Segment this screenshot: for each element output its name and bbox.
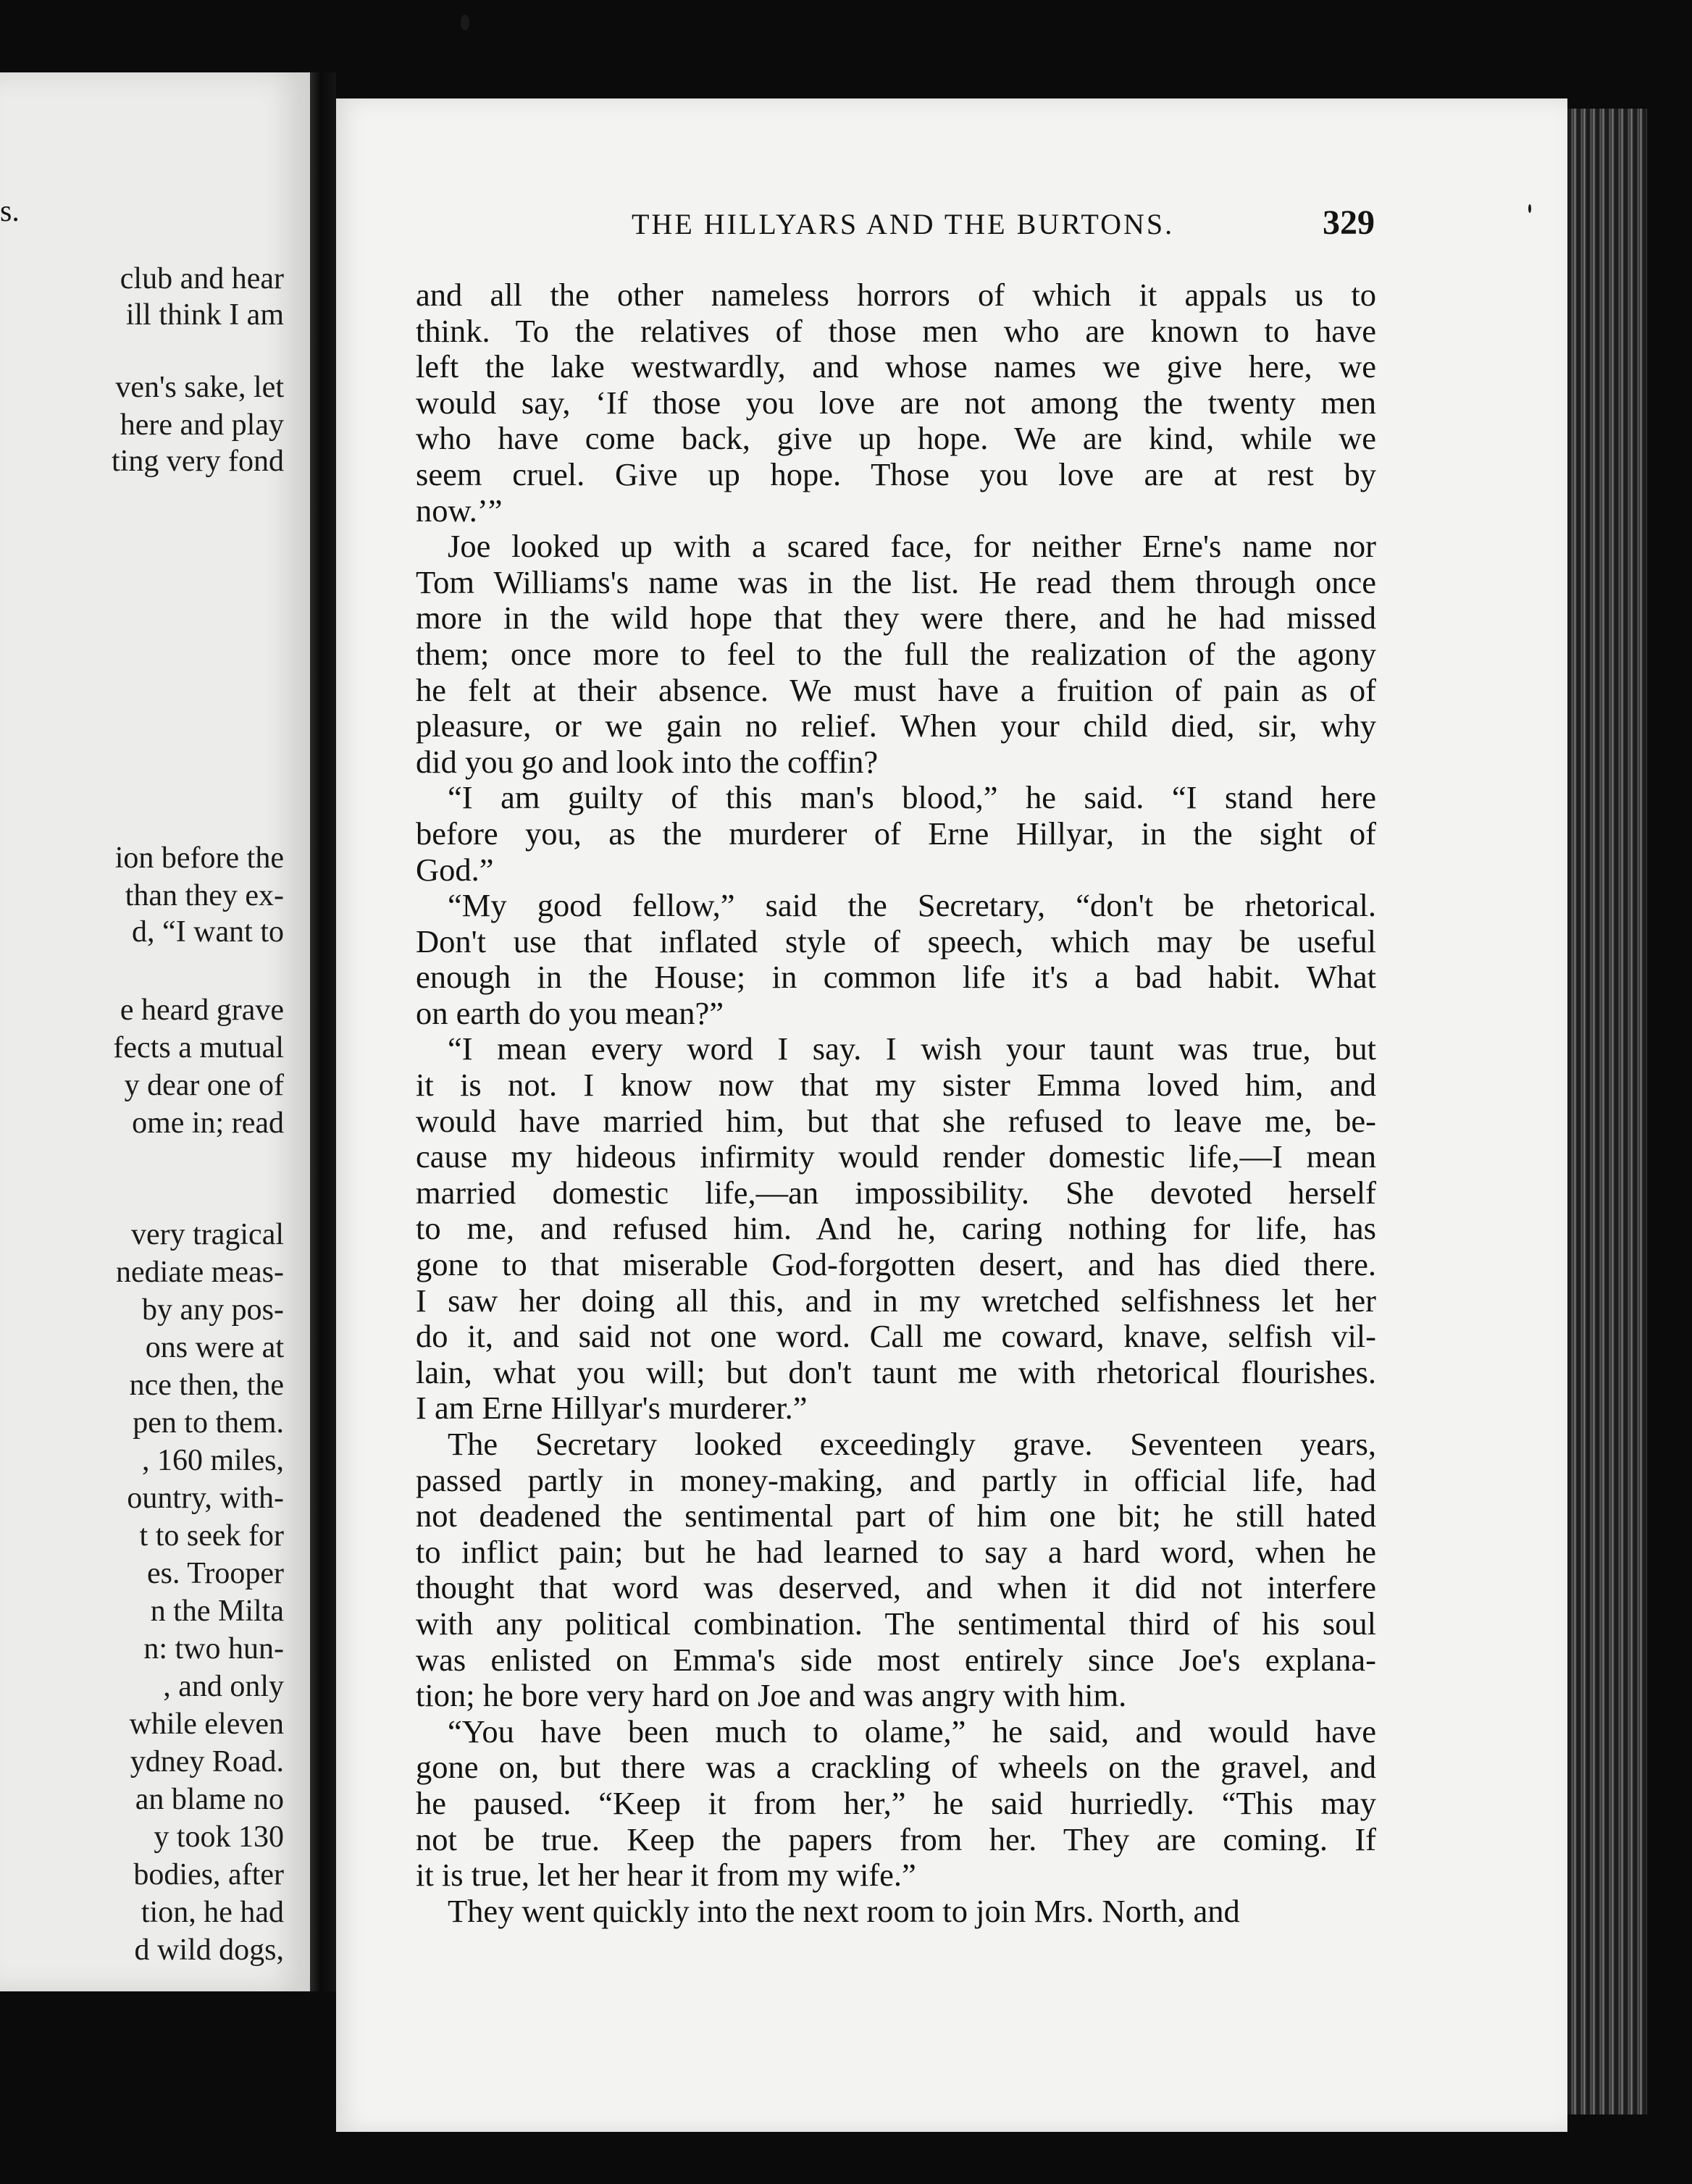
text-line: not be true. Keep the papers from her. They are coming. If (416, 1820, 1376, 1857)
left-page-line: than they ex- (125, 879, 284, 912)
ink-speck (1528, 204, 1531, 213)
left-page-line: ting very fond (112, 445, 284, 478)
text-line: he paused. “Keep it from her,” he said hurriedly. “This may (416, 1784, 1376, 1821)
text-line: pleasure, or we gain no relief. When your child died, sir, why (416, 707, 1376, 744)
text-line: “I mean every word I say. I wish your taunt was true, but (448, 1030, 1376, 1067)
text-line: did you go and look into the coffin? (416, 743, 879, 780)
text-line: to inflict pain; but he had learned to say a hard word, when he (416, 1533, 1376, 1570)
text-line: gone on, but there was a crackling of wheels on the gravel, and (416, 1749, 1376, 1786)
text-line: “My good fellow,” said the Secretary, “don't be rhetorical. (448, 887, 1376, 924)
left-page-line: y dear one of (124, 1069, 284, 1102)
left-page-line: , and only (163, 1670, 284, 1703)
text-line: on earth do you mean?” (416, 994, 724, 1031)
text-line: seem cruel. Give up hope. Those you love are at rest by (416, 455, 1376, 492)
text-line: think. To the relatives of those men who are known to have (416, 312, 1376, 349)
left-page-line: e heard grave (120, 994, 284, 1027)
left-page-line: tion, he had (141, 1896, 284, 1929)
text-line: gone to that miserable God-forgotten desert, and has died there. (416, 1246, 1376, 1283)
left-page-line: ountry, with- (127, 1482, 284, 1515)
text-line: them; once more to feel to the full the realization of the agony (416, 635, 1376, 672)
text-line: They went quickly into the next room to join Mrs. North, and (448, 1892, 1240, 1929)
book-page (336, 98, 1567, 2132)
left-page-line: nce then, the (129, 1369, 284, 1402)
page-edges (1567, 109, 1647, 2114)
text-line: The Secretary looked exceedingly grave. Seventeen years, (448, 1426, 1376, 1462)
left-page-line: very tragical (130, 1218, 284, 1251)
page-number: 329 (1323, 203, 1375, 242)
text-line: I saw her doing all this, and in my wretched selfishness let her (416, 1282, 1376, 1319)
text-line: was enlisted on Emma's side most entirely since Joe's explana- (416, 1641, 1376, 1678)
text-line: now.’” (416, 492, 503, 529)
text-line: married domestic life,—an impossibility. She devoted herself (416, 1174, 1376, 1211)
left-page-line: d, “I want to (132, 915, 284, 949)
text-line: “You have been much to olame,” he said, and would have (448, 1713, 1376, 1750)
left-page-line: y took 130 (154, 1820, 284, 1854)
text-line: with any political combination. The sentimental third of his soul (416, 1605, 1376, 1642)
text-line: do it, and said not one word. Call me coward, knave, selfish vil- (416, 1318, 1376, 1355)
text-line: it is true, let her hear it from my wife.” (416, 1857, 916, 1894)
text-line: thought that word was deserved, and when it did not interfere (416, 1569, 1376, 1606)
book-gutter (310, 72, 336, 1991)
left-page-line: fects a mutual (113, 1031, 284, 1064)
body-text (416, 277, 1376, 1929)
left-page-line: by any pos- (142, 1293, 284, 1327)
running-head (336, 203, 1567, 251)
left-facing-page (0, 72, 310, 1991)
text-line: would have married him, but that she refused to leave me, be- (416, 1102, 1376, 1139)
text-line: passed partly in money-making, and partly in official life, had (416, 1461, 1376, 1498)
text-line: tion; he bore very hard on Joe and was angry with him. (416, 1677, 1127, 1714)
left-page-line: es. Trooper (146, 1557, 284, 1590)
text-line: I am Erne Hillyar's murderer.” (416, 1390, 808, 1427)
left-page-line: ons were at (145, 1331, 284, 1364)
left-page-line: ion before the (114, 841, 284, 875)
text-line: more in the wild hope that they were there, and he had missed (416, 600, 1376, 637)
left-page-line: pen to them. (133, 1406, 284, 1440)
text-line: who have come back, give up hope. We are kind, while we (416, 420, 1376, 457)
text-line: Tom Williams's name was in the list. He read them through once (416, 563, 1376, 600)
text-line: to me, and refused him. And he, caring nothing for life, has (416, 1210, 1376, 1247)
text-line: before you, as the murderer of Erne Hillyar, in the sight of (416, 815, 1376, 852)
text-line: would say, ‘If those you love are not among the twenty men (416, 384, 1376, 421)
left-page-line: club and hear (120, 262, 284, 295)
text-line: not deadened the sentimental part of him one bit; he still hated (416, 1498, 1376, 1534)
left-page-line: ydney Road. (130, 1745, 284, 1778)
left-page-line: n the Milta (150, 1595, 284, 1628)
text-line: God.” (416, 851, 494, 888)
left-page-line: while eleven (129, 1708, 284, 1741)
left-page-stray-char: s. (0, 195, 20, 228)
text-line: Don't use that inflated style of speech, which may be useful (416, 923, 1376, 959)
left-page-line: nediate meas- (115, 1256, 284, 1289)
text-line: and all the other nameless horrors of which it appals us to (416, 277, 1376, 313)
running-title: THE HILLYARS AND THE BURTONS. (632, 208, 1175, 240)
left-page-line: , 160 miles, (142, 1444, 284, 1477)
left-page-line: ome in; read (132, 1106, 284, 1140)
text-line: he felt at their absence. We must have a fruition of pain as of (416, 671, 1376, 708)
text-line: lain, what you will; but don't taunt me with rhetorical flourishes. (416, 1353, 1376, 1390)
left-page-line: here and play (120, 408, 284, 442)
text-line: cause my hideous infirmity would render domestic life,—I mean (416, 1138, 1376, 1175)
left-page-line: an blame no (135, 1783, 284, 1816)
text-line: it is not. I know now that my sister Emma loved him, and (416, 1067, 1376, 1104)
text-line: Joe looked up with a scared face, for neither Erne's name nor (448, 528, 1376, 565)
ink-speck (461, 14, 469, 30)
left-page-line: ill think I am (125, 298, 284, 332)
left-page-line: t to seek for (139, 1519, 284, 1553)
left-page-line: ven's sake, let (115, 371, 284, 404)
left-page-line: n: two hun- (143, 1632, 284, 1666)
text-line: “I am guilty of this man's blood,” he said. “I stand here (448, 779, 1376, 816)
left-page-line: d wild dogs, (134, 1933, 284, 1967)
text-line: enough in the House; in common life it's a bad habit. What (416, 959, 1376, 996)
left-page-line: bodies, after (133, 1858, 284, 1891)
text-line: left the lake westwardly, and whose names we give here, we (416, 348, 1376, 385)
